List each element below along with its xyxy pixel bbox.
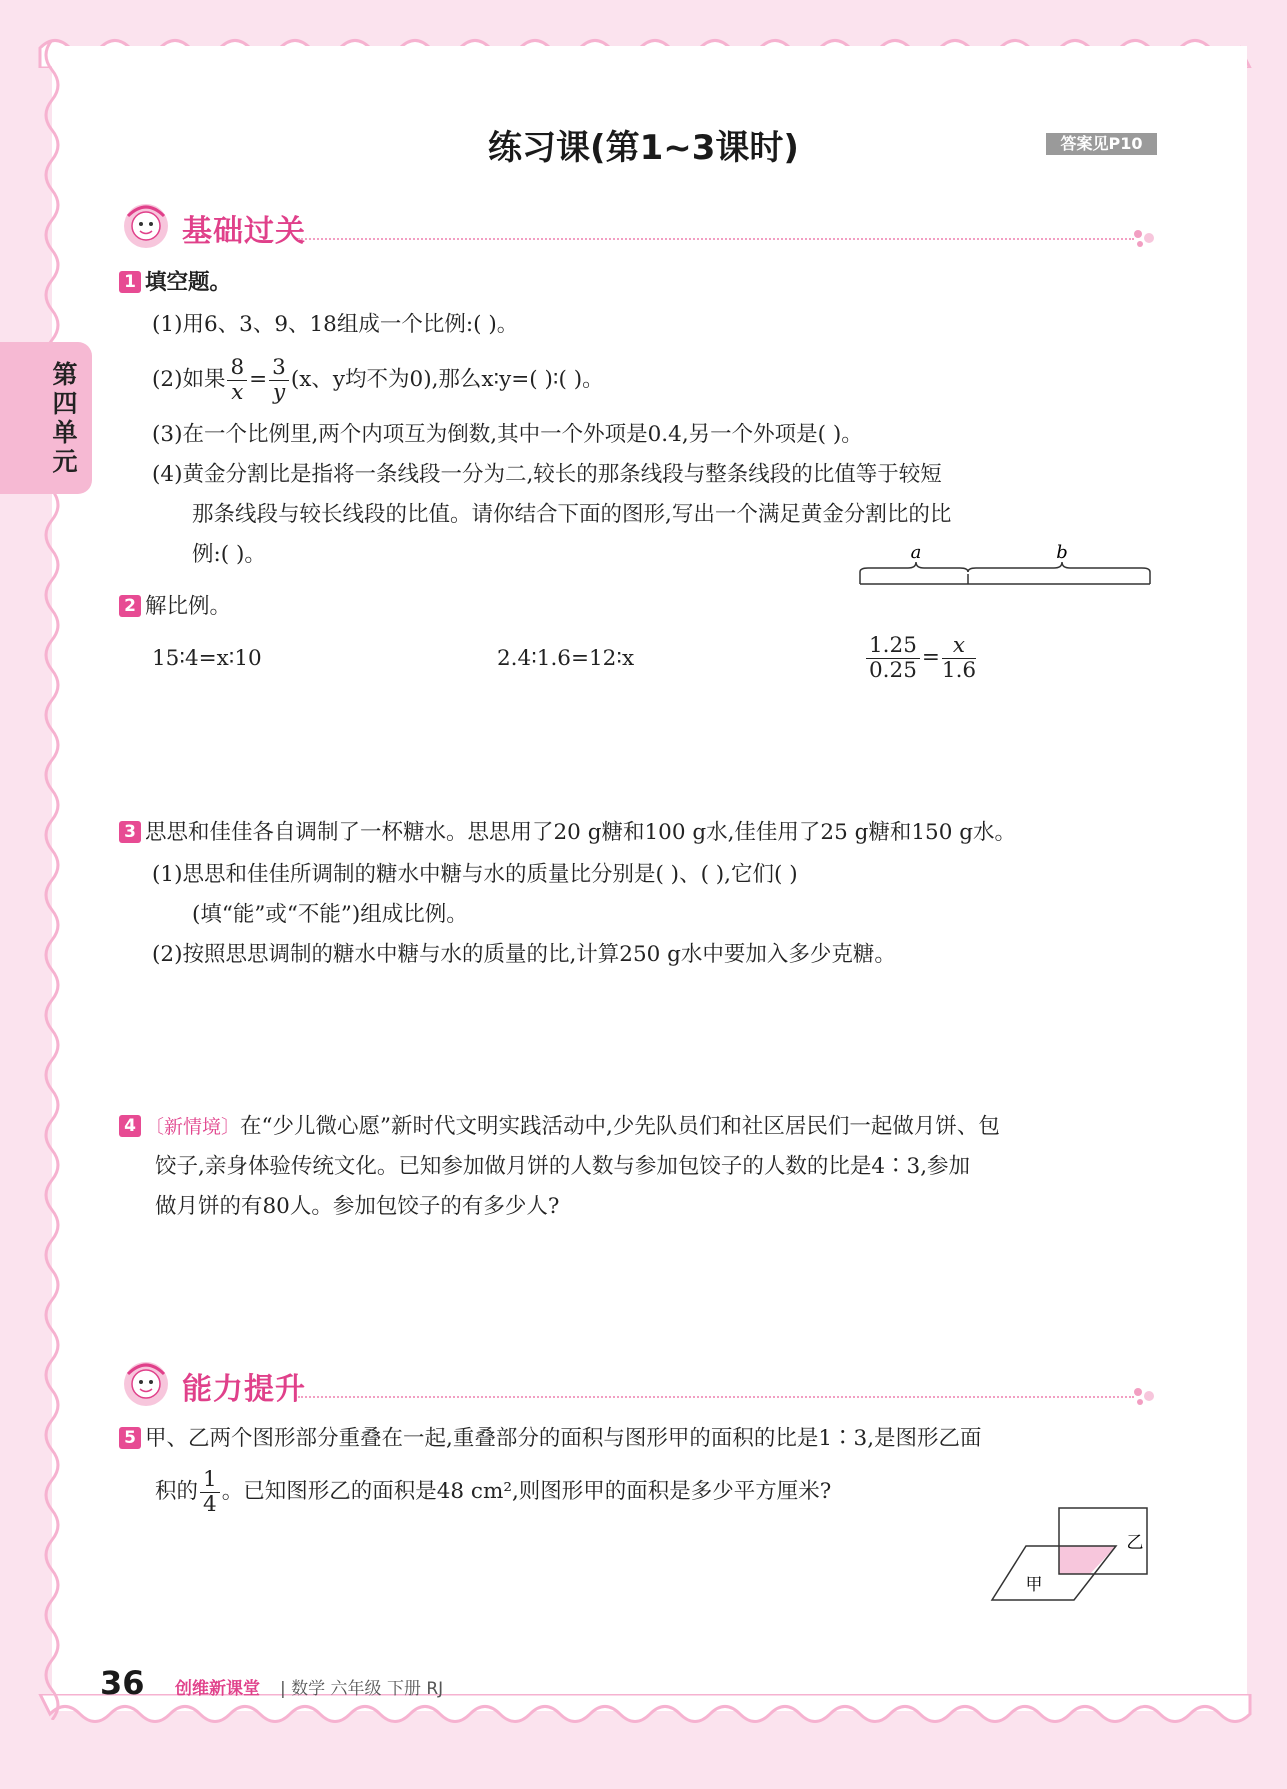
question-number-badge: 4 — [119, 1115, 141, 1137]
fraction-3-over-y — [269, 356, 289, 405]
label-jia: 甲 — [1025, 1575, 1043, 1595]
section-title-advanced: 能力提升 — [182, 1372, 306, 1407]
segment-diagram — [858, 544, 1154, 592]
question-3-line-2: (1)思思和佳佳所调制的糖水中糖与水的质量比分别是( )、( ),它们( ) — [152, 862, 798, 887]
q2-equation-1: 15∶4=x∶10 — [152, 646, 262, 671]
question-3-line-1 — [119, 818, 1016, 848]
label-yi: 乙 — [1126, 1533, 1144, 1553]
section-divider — [298, 1396, 1134, 1398]
frac-denominator: 4 — [203, 1491, 217, 1517]
question-5-line-1 — [119, 1424, 982, 1454]
question-number-badge: 3 — [119, 821, 141, 843]
decorative-dots-icon — [1132, 228, 1158, 248]
frac-denominator: x — [231, 379, 244, 405]
q5-line-2-prefix: 积的 — [155, 1479, 199, 1504]
q1-part-2-suffix: (x、y均不为0),那么x∶y=( )∶( )。 — [290, 367, 604, 392]
question-2-heading — [119, 592, 231, 622]
new-context-tag: 〔新情境〕 — [145, 1116, 241, 1138]
segment-label-b: b — [1056, 544, 1068, 563]
unit-side-tab — [0, 342, 92, 494]
question-3-line-3: (填“能”或“不能”)组成比例。 — [192, 902, 468, 927]
question-number-badge: 1 — [119, 271, 141, 293]
question-4-text: 在“少儿微心愿”新时代文明实践活动中,少先队员们和社区居民们一起做月饼、包 — [240, 1114, 1000, 1139]
unit-side-tab-label: 第四单元 — [52, 360, 78, 476]
fraction-1.25-over-0.25 — [866, 634, 920, 683]
decorative-dots-icon — [1132, 1386, 1158, 1406]
page-title: 练习课(第1~3课时) — [488, 128, 799, 168]
mascot-girl-icon — [118, 200, 174, 250]
overlap-region — [1059, 1546, 1116, 1574]
question-1-title: 填空题。 — [145, 270, 232, 295]
question-4-line-2: 饺子,亲身体验传统文化。已知参加做月饼的人数与参加包饺子的人数的比是4∶3,参加 — [155, 1154, 971, 1179]
frac-denominator: 0.25 — [869, 657, 917, 683]
frac-numerator: x — [942, 634, 976, 659]
frac-denominator: y — [272, 379, 286, 405]
frac-numerator: 1.25 — [866, 634, 920, 659]
segment-label-a: a — [910, 544, 922, 563]
question-4-line-1 — [119, 1112, 1000, 1142]
frac-numerator: 1 — [200, 1468, 220, 1493]
q1-part-1: (1)用6、3、9、18组成一个比例:( )。 — [152, 312, 519, 337]
q1-part-2-prefix: (2)如果 — [152, 367, 226, 392]
fraction-1-over-4 — [200, 1468, 220, 1517]
q1-part-2 — [152, 350, 604, 410]
fraction-8-over-x — [227, 356, 247, 405]
page-number: 36 — [100, 1664, 145, 1702]
question-3-text: 思思和佳佳各自调制了一杯糖水。思思用了20 g糖和100 g水,佳佳用了25 g糖和150 g水。 — [145, 820, 1017, 845]
question-5-line-2 — [155, 1462, 831, 1522]
q1-part-4-line-1: (4)黄金分割比是指将一条线段一分为二,较长的那条线段与整条线段的比值等于较短 — [152, 462, 942, 487]
footer-book-info: | 数学 六年级 下册 RJ — [280, 1679, 444, 1699]
equals-sign: = — [249, 367, 268, 392]
question-4-line-3: 做月饼的有80人。参加包饺子的有多少人? — [155, 1194, 560, 1219]
q1-part-4-line-2: 那条线段与较长线段的比值。请你结合下面的图形,写出一个满足黄金分割比的比 — [192, 502, 952, 527]
q2-equation-3 — [864, 628, 978, 688]
question-1-heading — [119, 268, 231, 298]
answer-reference-badge: 答案见P10 — [1046, 133, 1157, 155]
frac-denominator: 1.6 — [941, 657, 977, 683]
q2-equation-2: 2.4∶1.6=12∶x — [497, 646, 635, 671]
question-5-text: 甲、乙两个图形部分重叠在一起,重叠部分的面积与图形甲的面积的比是1∶3,是图形乙面 — [145, 1426, 982, 1451]
q1-part-4-line-3: 例:( )。 — [192, 542, 266, 567]
question-number-badge: 5 — [119, 1427, 141, 1449]
section-header-basic — [118, 200, 1158, 256]
question-number-badge: 2 — [119, 595, 141, 617]
equals-sign: = — [921, 645, 940, 670]
section-header-advanced — [118, 1358, 1158, 1414]
mascot-girl-icon — [118, 1358, 174, 1408]
frac-numerator: 3 — [269, 356, 289, 381]
question-3-line-4: (2)按照思思调制的糖水中糖与水的质量的比,计算250 g水中要加入多少克糖。 — [152, 942, 896, 967]
q5-line-2-suffix: 。已知图形乙的面积是48 cm²,则图形甲的面积是多少平方厘米? — [221, 1479, 832, 1504]
overlap-figure — [990, 1504, 1160, 1606]
section-title-basic: 基础过关 — [182, 214, 306, 249]
fraction-x-over-1.6 — [942, 634, 976, 683]
q1-part-3: (3)在一个比例里,两个内项互为倒数,其中一个外项是0.4,另一个外项是( )。 — [152, 422, 863, 447]
left-wave-border — [36, 40, 60, 1720]
question-2-title: 解比例。 — [145, 594, 232, 619]
frac-numerator: 8 — [227, 356, 247, 381]
section-divider — [298, 238, 1134, 240]
footer-brand: 创维新课堂 — [175, 1679, 260, 1699]
bottom-wave-border — [0, 1694, 1287, 1734]
